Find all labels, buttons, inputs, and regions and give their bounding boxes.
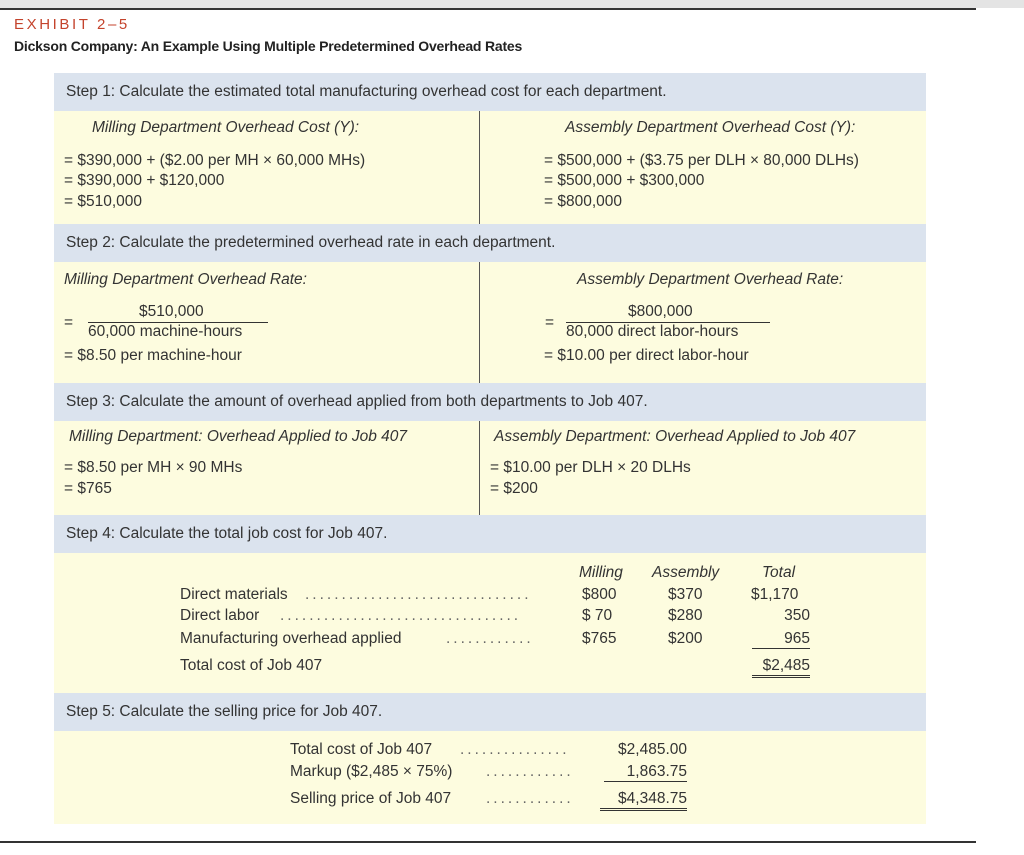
bottom-rule: [0, 841, 976, 843]
step1-left-line-2: = $390,000 + $120,000: [64, 172, 225, 189]
step4-row-2-milling: $ 70: [582, 607, 613, 624]
step5-heading: Step 5: Calculate the selling price for Job 407.: [66, 703, 383, 720]
step5-heading-band: [54, 693, 926, 731]
right-margin: [976, 8, 1024, 855]
step2-right-title: Assembly Department Overhead Rate:: [577, 271, 844, 288]
step1-right-line-1: = $500,000 + ($3.75 per DLH × 80,000 DLHs): [544, 152, 859, 169]
step4-row-3-assembly: $200: [668, 630, 703, 647]
step3-right-title: Assembly Department: Overhead Applied to Job 407: [494, 428, 856, 445]
step5-row-3-label: Selling price of Job 407: [290, 790, 452, 807]
step3-right-line-2: = $200: [490, 480, 538, 497]
step4-row-1-label: Direct materials: [180, 586, 288, 603]
step4-row-3-label: Manufacturing overhead applied: [180, 630, 402, 647]
step1-right-line-2: = $500,000 + $300,000: [544, 172, 705, 189]
step5-row-1-label: Total cost of Job 407: [290, 741, 433, 758]
step1-left-line-1: = $390,000 + ($2.00 per MH × 60,000 MHs): [64, 152, 366, 169]
step1-right-line-3: = $800,000: [544, 193, 623, 210]
step3-left-title: Milling Department: Overhead Applied to Job 407: [69, 428, 408, 445]
step4-heading: Step 4: Calculate the total job cost for Job 407.: [66, 525, 388, 542]
step2-left-result: = $8.50 per machine-hour: [64, 347, 242, 364]
top-rule: [0, 8, 976, 10]
step2-divider: [479, 262, 480, 383]
step3-heading: Step 3: Calculate the amount of overhead applied from both departments to Job 407.: [66, 393, 648, 410]
step5-row-3-value: $4,348.75: [600, 789, 687, 811]
top-toolbar-strip: [0, 0, 1024, 8]
step3-divider: [479, 421, 480, 515]
step1-heading-band: [54, 73, 926, 111]
step3-right-line-1: = $10.00 per DLH × 20 DLHs: [490, 459, 691, 476]
step4-row-1-leader: ...............................: [305, 586, 532, 603]
step5-row-3-leader: ............: [486, 790, 574, 807]
step2-right-numerator: $800,000: [628, 303, 693, 320]
step4-row-2-leader: .................................: [280, 607, 522, 624]
step5-row-1-leader: ...............: [460, 741, 570, 758]
step4-row-1-assembly: $370: [668, 586, 703, 603]
step2-heading-band: [54, 224, 926, 262]
step4-row-2-total: 350: [784, 607, 810, 624]
step1-heading: Step 1: Calculate the estimated total manufacturing overhead cost for each department.: [66, 83, 667, 100]
step4-row-3-total: 965: [752, 629, 810, 649]
step4-row-1-milling: $800: [582, 586, 617, 603]
step2-left-title: Milling Department Overhead Rate:: [64, 271, 307, 288]
step1-right-title: Assembly Department Overhead Cost (Y):: [565, 119, 856, 136]
step5-row-2-leader: ............: [486, 763, 574, 780]
step3-left-line-1: = $8.50 per MH × 90 MHs: [64, 459, 243, 476]
step2-left-equals: =: [64, 314, 74, 331]
step4-row-3-milling: $765: [582, 630, 617, 647]
step4-row-2-assembly: $280: [668, 607, 703, 624]
step2-right-equals: =: [545, 314, 555, 331]
step2-heading: Step 2: Calculate the predetermined overhead rate in each department.: [66, 234, 556, 251]
step1-left-line-3: = $510,000: [64, 193, 143, 210]
step4-total-label: Total cost of Job 407: [180, 657, 323, 674]
step4-col-total: Total: [762, 564, 796, 581]
step4-col-assembly: Assembly: [652, 564, 720, 581]
step5-row-2-value: 1,863.75: [604, 762, 687, 782]
step4-row-1-total: $1,170: [751, 586, 799, 603]
step4-row-2-label: Direct labor: [180, 607, 260, 624]
step3-left-line-2: = $765: [64, 480, 112, 497]
step4-col-milling: Milling: [579, 564, 623, 581]
step1-left-title: Milling Department Overhead Cost (Y):: [92, 119, 360, 136]
step2-right-denominator: 80,000 direct labor-hours: [566, 323, 739, 340]
step3-heading-band: [54, 383, 926, 421]
step4-heading-band: [54, 515, 926, 553]
step2-right-result: = $10.00 per direct labor-hour: [544, 347, 749, 364]
exhibit-title: Dickson Company: An Example Using Multiple Predetermined Overhead Rates: [14, 38, 523, 54]
step4-total-value: $2,485: [752, 656, 810, 678]
exhibit-label: EXHIBIT 2–5: [14, 16, 130, 33]
step5-row-1-value: $2,485.00: [618, 741, 687, 758]
step1-divider: [479, 111, 480, 224]
step4-row-3-leader: ............: [446, 630, 534, 647]
step5-row-2-label: Markup ($2,485 × 75%): [290, 763, 453, 780]
step2-left-numerator: $510,000: [139, 303, 204, 320]
step2-left-denominator: 60,000 machine-hours: [88, 323, 243, 340]
